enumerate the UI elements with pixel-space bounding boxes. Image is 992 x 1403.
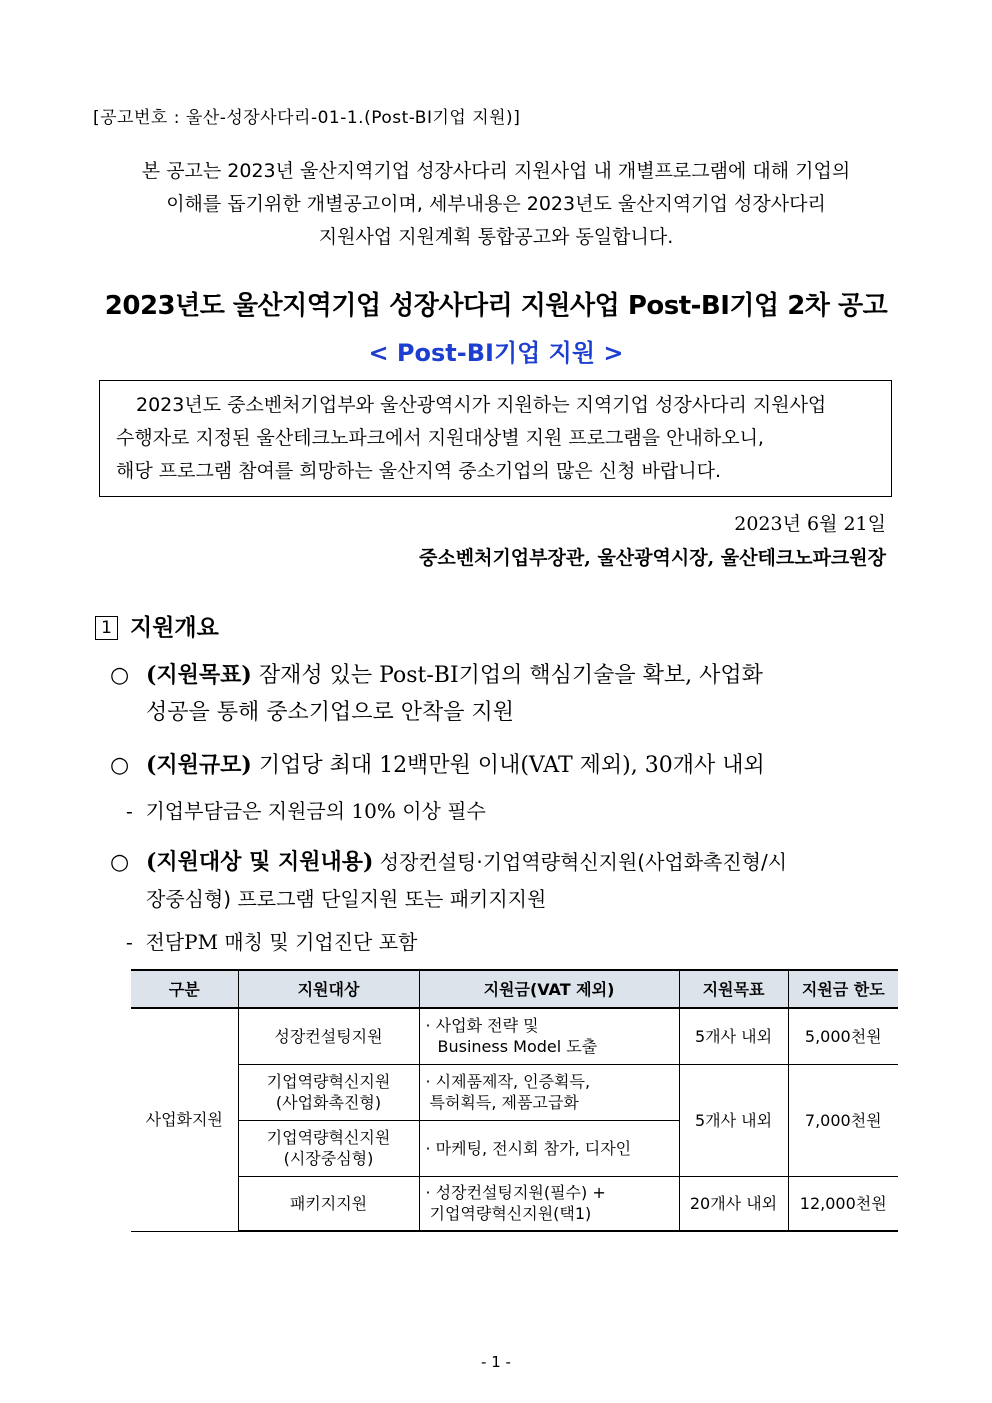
limit-cell: 7,000천원 xyxy=(788,1064,898,1176)
limit-cell: 5,000천원 xyxy=(788,1008,898,1064)
target-cell: 성장컨설팅지원 xyxy=(238,1008,419,1064)
limit-cell: 12,000천원 xyxy=(788,1176,898,1231)
intro-line: 지원사업 지원계획 통합공고와 동일합니다. xyxy=(318,226,674,248)
summary-line: 수행자로 지정된 울산테크노파크에서 지원대상별 지원 프로그램을 안내하오니, xyxy=(116,427,764,449)
summary-line: 해당 프로그램 참여를 희망하는 울산지역 중소기업의 많은 신청 바랍니다. xyxy=(116,460,721,482)
support-table xyxy=(131,969,898,1232)
page-number: - 1 - xyxy=(481,1353,511,1371)
bullet-goal xyxy=(110,657,900,731)
content-cell: · 마케팅, 전시회 참가, 디자인 xyxy=(419,1120,679,1176)
intro-line: 이해를 돕기위한 개별공고이며, 세부내용은 2023년도 울산지역기업 성장사다리 xyxy=(166,193,826,215)
bullet-scale xyxy=(110,747,900,784)
sub-note: - 기업부담금은 지원금의 10% 이상 필수 xyxy=(126,799,486,823)
category-cell: 사업화지원 xyxy=(131,1008,238,1231)
table-header-row xyxy=(131,970,898,1008)
notice-date: 2023년 6월 21일 xyxy=(734,513,886,535)
table-header: 지원대상 xyxy=(238,970,419,1008)
table-row xyxy=(131,1176,898,1231)
section-heading xyxy=(95,609,219,642)
sub-note: - 전담PM 매칭 및 기업진단 포함 xyxy=(126,930,418,954)
section-title: 지원개요 xyxy=(130,615,219,641)
bullet-text: 기업당 최대 12백만원 이내(VAT 제외), 30개사 내외 xyxy=(251,753,765,778)
intro-line: 본 공고는 2023년 울산지역기업 성장사다리 지원사업 내 개별프로그램에 대해 기업의 xyxy=(141,160,851,182)
bullet-text: 장중심형) 프로그램 단일지원 또는 패키지지원 xyxy=(146,887,547,911)
table-row xyxy=(131,1008,898,1064)
bullet-text: 잠재성 있는 Post-BI기업의 핵심기술을 확보, 사업화 xyxy=(251,663,763,688)
summary-line: 2023년도 중소벤처기업부와 울산광역시가 지원하는 지역기업 성장사다리 지원사업 xyxy=(136,394,827,416)
bullet-label: (지원목표) xyxy=(146,662,252,688)
notice-number: [공고번호 : 울산-성장사다리-01-1.(Post-BI기업 지원)] xyxy=(93,108,521,128)
target-cell: 기업역량혁신지원 (사업화촉진형) xyxy=(238,1064,419,1120)
signer: 중소벤처기업부장관, 울산광역시장, 울산테크노파크원장 xyxy=(419,547,886,569)
content-cell: · 성장컨설팅지원(필수) + 기업역량혁신지원(택1) xyxy=(419,1176,679,1231)
target-cell: 기업역량혁신지원 (시장중심형) xyxy=(238,1120,419,1176)
goal-cell: 5개사 내외 xyxy=(679,1008,788,1064)
table-header: 지원금 한도 xyxy=(788,970,898,1008)
table-header: 지원금(VAT 제외) xyxy=(419,970,679,1008)
bullet-label: (지원규모) xyxy=(146,752,252,778)
bullet-mark: ○ xyxy=(110,663,130,688)
content-cell: · 시제품제작, 인증획득, 특허획득, 제품고급화 xyxy=(419,1064,679,1120)
intro-text xyxy=(60,155,932,254)
goal-cell: 5개사 내외 xyxy=(679,1064,788,1176)
table-header: 구분 xyxy=(131,970,238,1008)
goal-cell: 20개사 내외 xyxy=(679,1176,788,1231)
note-mark: - xyxy=(126,930,133,954)
page-subtitle: < Post-BI기업 지원 > xyxy=(368,339,624,367)
table-header: 지원목표 xyxy=(679,970,788,1008)
table-row xyxy=(131,1064,898,1120)
bullet-target xyxy=(110,844,900,918)
bullet-mark: ○ xyxy=(110,850,130,875)
note-mark: - xyxy=(126,799,133,823)
bullet-text: 성장컨설팅·기업역량혁신지원(사업화촉진형/시 xyxy=(373,850,788,874)
content-cell: · 사업화 전략 및 Business Model 도출 xyxy=(419,1008,679,1064)
bullet-mark: ○ xyxy=(110,753,130,778)
section-number: 1 xyxy=(95,616,118,640)
page-title: 2023년도 울산지역기업 성장사다리 지원사업 Post-BI기업 2차 공고 xyxy=(104,291,888,321)
summary-box xyxy=(99,380,892,497)
bullet-label: (지원대상 및 지원내용) xyxy=(146,849,374,875)
bullet-text: 성공을 통해 중소기업으로 안착을 지원 xyxy=(146,700,515,725)
target-cell: 패키지지원 xyxy=(238,1176,419,1231)
